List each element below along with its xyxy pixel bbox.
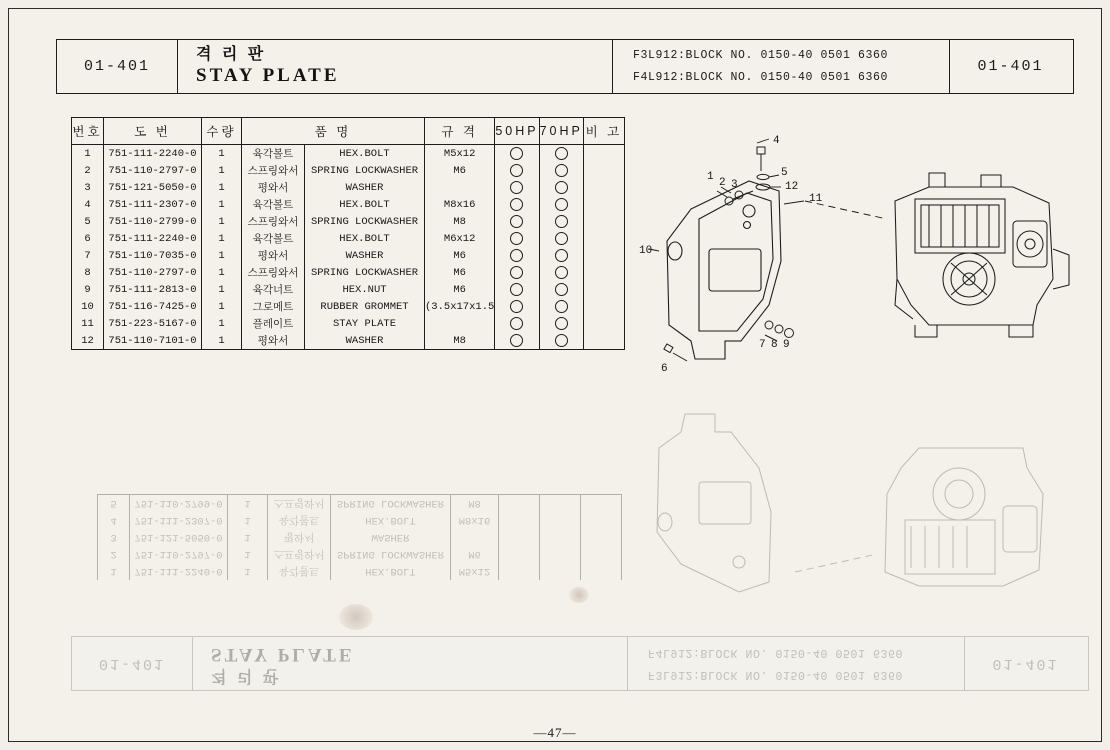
- cell-name-kr: 육각볼트: [242, 230, 305, 247]
- col-name: 품 명: [242, 118, 425, 145]
- svg-text:3: 3: [731, 179, 738, 191]
- svg-text:5: 5: [781, 167, 788, 179]
- cell-remark: [583, 281, 624, 298]
- availability-circle: [555, 334, 568, 347]
- page-sheet: [8, 8, 1102, 742]
- cell-hp50: [495, 298, 539, 315]
- cell-hp70: [539, 162, 583, 179]
- cell-name-kr: 평와서: [242, 179, 305, 196]
- cell-no: 5: [72, 213, 104, 230]
- diagram-svg: [629, 129, 1089, 389]
- bleed-cell: 751-110-2799-0: [130, 495, 228, 513]
- bleed-cell: WASHER: [331, 529, 451, 546]
- col-qty: 수량: [202, 118, 242, 145]
- svg-text:1: 1: [707, 171, 714, 183]
- ghost-block-line1: F3L912:BLOCK NO. 0150-40 0501 6360: [648, 667, 904, 681]
- bleed-cell: [581, 512, 622, 529]
- ghost-title: [193, 637, 628, 690]
- cell-spec: [425, 315, 495, 332]
- cell-remark: [583, 315, 624, 332]
- bleed-cell: [581, 546, 622, 563]
- col-part-number: 도 번: [104, 118, 202, 145]
- cell-hp70: [539, 145, 583, 163]
- bleed-cell: 1: [228, 495, 268, 513]
- bleed-cell: 1: [228, 512, 268, 529]
- cell-no: 10: [72, 298, 104, 315]
- table-row: [72, 162, 625, 179]
- cell-remark: [583, 298, 624, 315]
- cell-part-number: 751-110-2797-0: [104, 264, 202, 281]
- cell-no: 4: [72, 196, 104, 213]
- bleed-cell: [581, 495, 622, 513]
- bleed-through-diagram: [619, 384, 1089, 644]
- header-block-info: [613, 40, 950, 93]
- cell-hp70: [539, 298, 583, 315]
- cell-hp50: [495, 230, 539, 247]
- header-title-en: STAY PLATE: [196, 64, 340, 86]
- availability-circle: [510, 164, 523, 177]
- cell-name-en: WASHER: [305, 332, 425, 350]
- bleed-cell: 751-121-5050-0: [130, 529, 228, 546]
- availability-circle: [555, 232, 568, 245]
- cell-hp50: [495, 315, 539, 332]
- cell-name-kr: 육각볼트: [242, 145, 305, 163]
- cell-name-en: HEX.BOLT: [305, 230, 425, 247]
- bleed-cell: 1: [228, 563, 268, 580]
- bleed-cell: 스프링와서: [268, 546, 331, 563]
- cell-part-number: 751-110-2797-0: [104, 162, 202, 179]
- cell-spec: [425, 179, 495, 196]
- cell-no: 7: [72, 247, 104, 264]
- cell-qty: 1: [202, 162, 242, 179]
- table-row: [72, 264, 625, 281]
- exploded-diagram: [629, 129, 1089, 389]
- table-row: [72, 315, 625, 332]
- availability-circle: [510, 181, 523, 194]
- col-remark: 비 고: [583, 118, 624, 145]
- availability-circle: [555, 300, 568, 313]
- cell-name-kr: 플레이트: [242, 315, 305, 332]
- bleed-cell: 1: [228, 546, 268, 563]
- cell-part-number: 751-111-2240-0: [104, 230, 202, 247]
- header-code-right: 01-401: [977, 58, 1044, 75]
- bleed-cell: 육각볼트: [268, 563, 331, 580]
- header-code-left: 01-401: [57, 40, 178, 93]
- header-title-kr: 격 리 판: [196, 46, 267, 64]
- availability-circle: [510, 283, 523, 296]
- bleed-cell: HEX.BOLT: [331, 563, 451, 580]
- table-row: [72, 281, 625, 298]
- cell-no: 6: [72, 230, 104, 247]
- bleed-cell: [499, 529, 540, 546]
- cell-spec: M6: [425, 162, 495, 179]
- cell-spec: M6: [425, 264, 495, 281]
- bleed-cell: [499, 512, 540, 529]
- bleed-cell: [540, 495, 581, 513]
- bleed-cell: [499, 563, 540, 580]
- table-row: [72, 213, 625, 230]
- bleed-cell: 스프링와서: [268, 495, 331, 513]
- cell-spec: M6x12: [425, 230, 495, 247]
- table-row: [72, 298, 625, 315]
- cell-qty: 1: [202, 281, 242, 298]
- cell-part-number: 751-110-7035-0: [104, 247, 202, 264]
- col-spec: 규 격: [425, 118, 495, 145]
- bleed-cell: M6: [451, 546, 499, 563]
- bleed-cell: [540, 512, 581, 529]
- paper-smudge-2: [569, 587, 589, 603]
- availability-circle: [510, 334, 523, 347]
- cell-part-number: 751-223-5167-0: [104, 315, 202, 332]
- cell-remark: [583, 196, 624, 213]
- bleed-cell: SPRING LOCKWASHER: [331, 546, 451, 563]
- availability-circle: [510, 249, 523, 262]
- availability-circle: [555, 266, 568, 279]
- cell-remark: [583, 162, 624, 179]
- bleed-cell: 육각볼트: [268, 512, 331, 529]
- cell-no: 2: [72, 162, 104, 179]
- cell-part-number: 751-111-2240-0: [104, 145, 202, 163]
- cell-remark: [583, 230, 624, 247]
- cell-qty: 1: [202, 315, 242, 332]
- svg-text:6: 6: [661, 363, 668, 375]
- bleed-cell: [581, 529, 622, 546]
- page-header: [56, 39, 1074, 94]
- cell-remark: [583, 213, 624, 230]
- bleed-cell: [499, 495, 540, 513]
- ghost-title-kr: 격 리 판: [211, 666, 282, 684]
- availability-circle: [555, 198, 568, 211]
- cell-name-en: HEX.NUT: [305, 281, 425, 298]
- cell-hp50: [495, 264, 539, 281]
- ghost-code-right: 01-401: [992, 655, 1059, 672]
- cell-part-number: 751-111-2307-0: [104, 196, 202, 213]
- cell-qty: 1: [202, 247, 242, 264]
- bleed-cell: M5x12: [451, 563, 499, 580]
- availability-circle: [555, 283, 568, 296]
- cell-qty: 1: [202, 145, 242, 163]
- col-hp50: 50HP: [495, 118, 539, 145]
- availability-circle: [555, 249, 568, 262]
- cell-qty: 1: [202, 264, 242, 281]
- cell-no: 9: [72, 281, 104, 298]
- bleed-through-table: [97, 494, 622, 580]
- table-row: [72, 230, 625, 247]
- col-hp70: 70HP: [539, 118, 583, 145]
- bleed-cell: [451, 529, 499, 546]
- bleed-cell: 4: [98, 512, 130, 529]
- header-title: [178, 40, 613, 93]
- svg-text:4: 4: [773, 135, 780, 147]
- cell-part-number: 751-110-7101-0: [104, 332, 202, 350]
- table-row: [72, 145, 625, 163]
- cell-hp50: [495, 179, 539, 196]
- cell-hp50: [495, 281, 539, 298]
- cell-name-kr: 평와서: [242, 332, 305, 350]
- cell-hp50: [495, 213, 539, 230]
- cell-hp70: [539, 230, 583, 247]
- cell-remark: [583, 332, 624, 350]
- cell-no: 3: [72, 179, 104, 196]
- cell-spec: M8: [425, 332, 495, 350]
- svg-text:10: 10: [639, 245, 653, 257]
- cell-name-kr: 스프링와서: [242, 162, 305, 179]
- bleed-cell: 3: [98, 529, 130, 546]
- cell-spec: M5x12: [425, 145, 495, 163]
- bleed-cell: 1: [228, 529, 268, 546]
- ghost-code-left: 01-401: [72, 637, 193, 690]
- cell-spec: M8x16: [425, 196, 495, 213]
- table-row: [72, 179, 625, 196]
- availability-circle: [555, 164, 568, 177]
- cell-name-kr: 육각볼트: [242, 196, 305, 213]
- svg-text:7: 7: [759, 339, 766, 351]
- availability-circle: [555, 215, 568, 228]
- bleed-cell: SPRING LOCKWASHER: [331, 495, 451, 513]
- ghost-title-en: STAY PLATE: [211, 644, 355, 666]
- cell-hp50: [495, 196, 539, 213]
- svg-text:12: 12: [785, 181, 799, 193]
- cell-name-en: SPRING LOCKWASHER: [305, 264, 425, 281]
- cell-spec: (3.5x17x1.5: [425, 298, 495, 315]
- table-header-row: [72, 118, 625, 145]
- cell-name-kr: 평와서: [242, 247, 305, 264]
- cell-qty: 1: [202, 230, 242, 247]
- cell-name-kr: 스프링와서: [242, 213, 305, 230]
- cell-spec: M6: [425, 247, 495, 264]
- cell-hp50: [495, 162, 539, 179]
- bleed-cell: 751-110-2797-0: [130, 546, 228, 563]
- cell-remark: [583, 247, 624, 264]
- bleed-row: [98, 546, 622, 563]
- bleed-cell: M8x16: [451, 512, 499, 529]
- paper-smudge: [339, 604, 373, 630]
- cell-part-number: 751-116-7425-0: [104, 298, 202, 315]
- svg-text:11: 11: [809, 193, 823, 205]
- cell-hp50: [495, 145, 539, 163]
- cell-name-en: HEX.BOLT: [305, 145, 425, 163]
- bleed-cell: 5: [98, 495, 130, 513]
- bleed-cell: [499, 546, 540, 563]
- cell-hp70: [539, 264, 583, 281]
- bleed-row: [98, 529, 622, 546]
- cell-hp70: [539, 179, 583, 196]
- cell-no: 1: [72, 145, 104, 163]
- availability-circle: [510, 147, 523, 160]
- availability-circle: [555, 147, 568, 160]
- bleed-cell: 751-111-2307-0: [130, 512, 228, 529]
- cell-name-kr: 육각너트: [242, 281, 305, 298]
- availability-circle: [510, 300, 523, 313]
- cell-part-number: 751-110-2799-0: [104, 213, 202, 230]
- bleed-cell: [581, 563, 622, 580]
- svg-text:9: 9: [783, 339, 790, 351]
- cell-name-kr: 스프링와서: [242, 264, 305, 281]
- cell-qty: 1: [202, 179, 242, 196]
- ghost-block-line2: F4L912:BLOCK NO. 0150-40 0501 6360: [648, 646, 904, 660]
- cell-no: 12: [72, 332, 104, 350]
- availability-circle: [510, 266, 523, 279]
- cell-hp70: [539, 281, 583, 298]
- cell-name-en: STAY PLATE: [305, 315, 425, 332]
- ghost-block: [628, 637, 965, 690]
- bleed-row: [98, 495, 622, 513]
- bleed-cell: [540, 563, 581, 580]
- cell-name-en: WASHER: [305, 247, 425, 264]
- availability-circle: [510, 317, 523, 330]
- availability-circle: [555, 181, 568, 194]
- cell-part-number: 751-111-2813-0: [104, 281, 202, 298]
- cell-name-en: HEX.BOLT: [305, 196, 425, 213]
- bleed-cell: [540, 546, 581, 563]
- cell-remark: [583, 179, 624, 196]
- svg-text:2: 2: [719, 177, 726, 189]
- cell-qty: 1: [202, 332, 242, 350]
- cell-name-en: SPRING LOCKWASHER: [305, 213, 425, 230]
- cell-hp70: [539, 332, 583, 350]
- bleed-cell: 평와서: [268, 529, 331, 546]
- cell-qty: 1: [202, 213, 242, 230]
- availability-circle: [510, 198, 523, 211]
- cell-hp70: [539, 196, 583, 213]
- cell-name-en: SPRING LOCKWASHER: [305, 162, 425, 179]
- page-number: —47—: [533, 725, 577, 740]
- cell-name-en: RUBBER GROMMET: [305, 298, 425, 315]
- bleed-cell: 1: [98, 563, 130, 580]
- cell-hp50: [495, 247, 539, 264]
- cell-remark: [583, 264, 624, 281]
- table-row: [72, 196, 625, 213]
- bleed-cell: HEX.BOLT: [331, 512, 451, 529]
- cell-qty: 1: [202, 298, 242, 315]
- availability-circle: [510, 232, 523, 245]
- svg-text:8: 8: [771, 339, 778, 351]
- cell-remark: [583, 145, 624, 163]
- cell-hp70: [539, 213, 583, 230]
- cell-spec: M6: [425, 281, 495, 298]
- cell-hp50: [495, 332, 539, 350]
- bleed-cell: 751-111-2240-0: [130, 563, 228, 580]
- cell-name-en: WASHER: [305, 179, 425, 196]
- cell-part-number: 751-121-5050-0: [104, 179, 202, 196]
- cell-hp70: [539, 315, 583, 332]
- cell-qty: 1: [202, 196, 242, 213]
- header-block-line2: F4L912:BLOCK NO. 0150-40 0501 6360: [633, 70, 889, 84]
- availability-circle: [555, 317, 568, 330]
- bleed-cell: M8: [451, 495, 499, 513]
- bleed-cell: [540, 529, 581, 546]
- table-row: [72, 247, 625, 264]
- col-no: 번호: [72, 118, 104, 145]
- cell-name-kr: 그로메트: [242, 298, 305, 315]
- header-block-line1: F3L912:BLOCK NO. 0150-40 0501 6360: [633, 49, 889, 63]
- cell-no: 11: [72, 315, 104, 332]
- bleed-through-header: [71, 641, 1087, 691]
- cell-hp70: [539, 247, 583, 264]
- bleed-row: [98, 563, 622, 580]
- bleed-cell: 2: [98, 546, 130, 563]
- availability-circle: [510, 215, 523, 228]
- table-body: [72, 145, 625, 350]
- parts-table: [71, 117, 625, 350]
- bleed-row: [98, 512, 622, 529]
- cell-spec: M8: [425, 213, 495, 230]
- table-row: [72, 332, 625, 350]
- cell-no: 8: [72, 264, 104, 281]
